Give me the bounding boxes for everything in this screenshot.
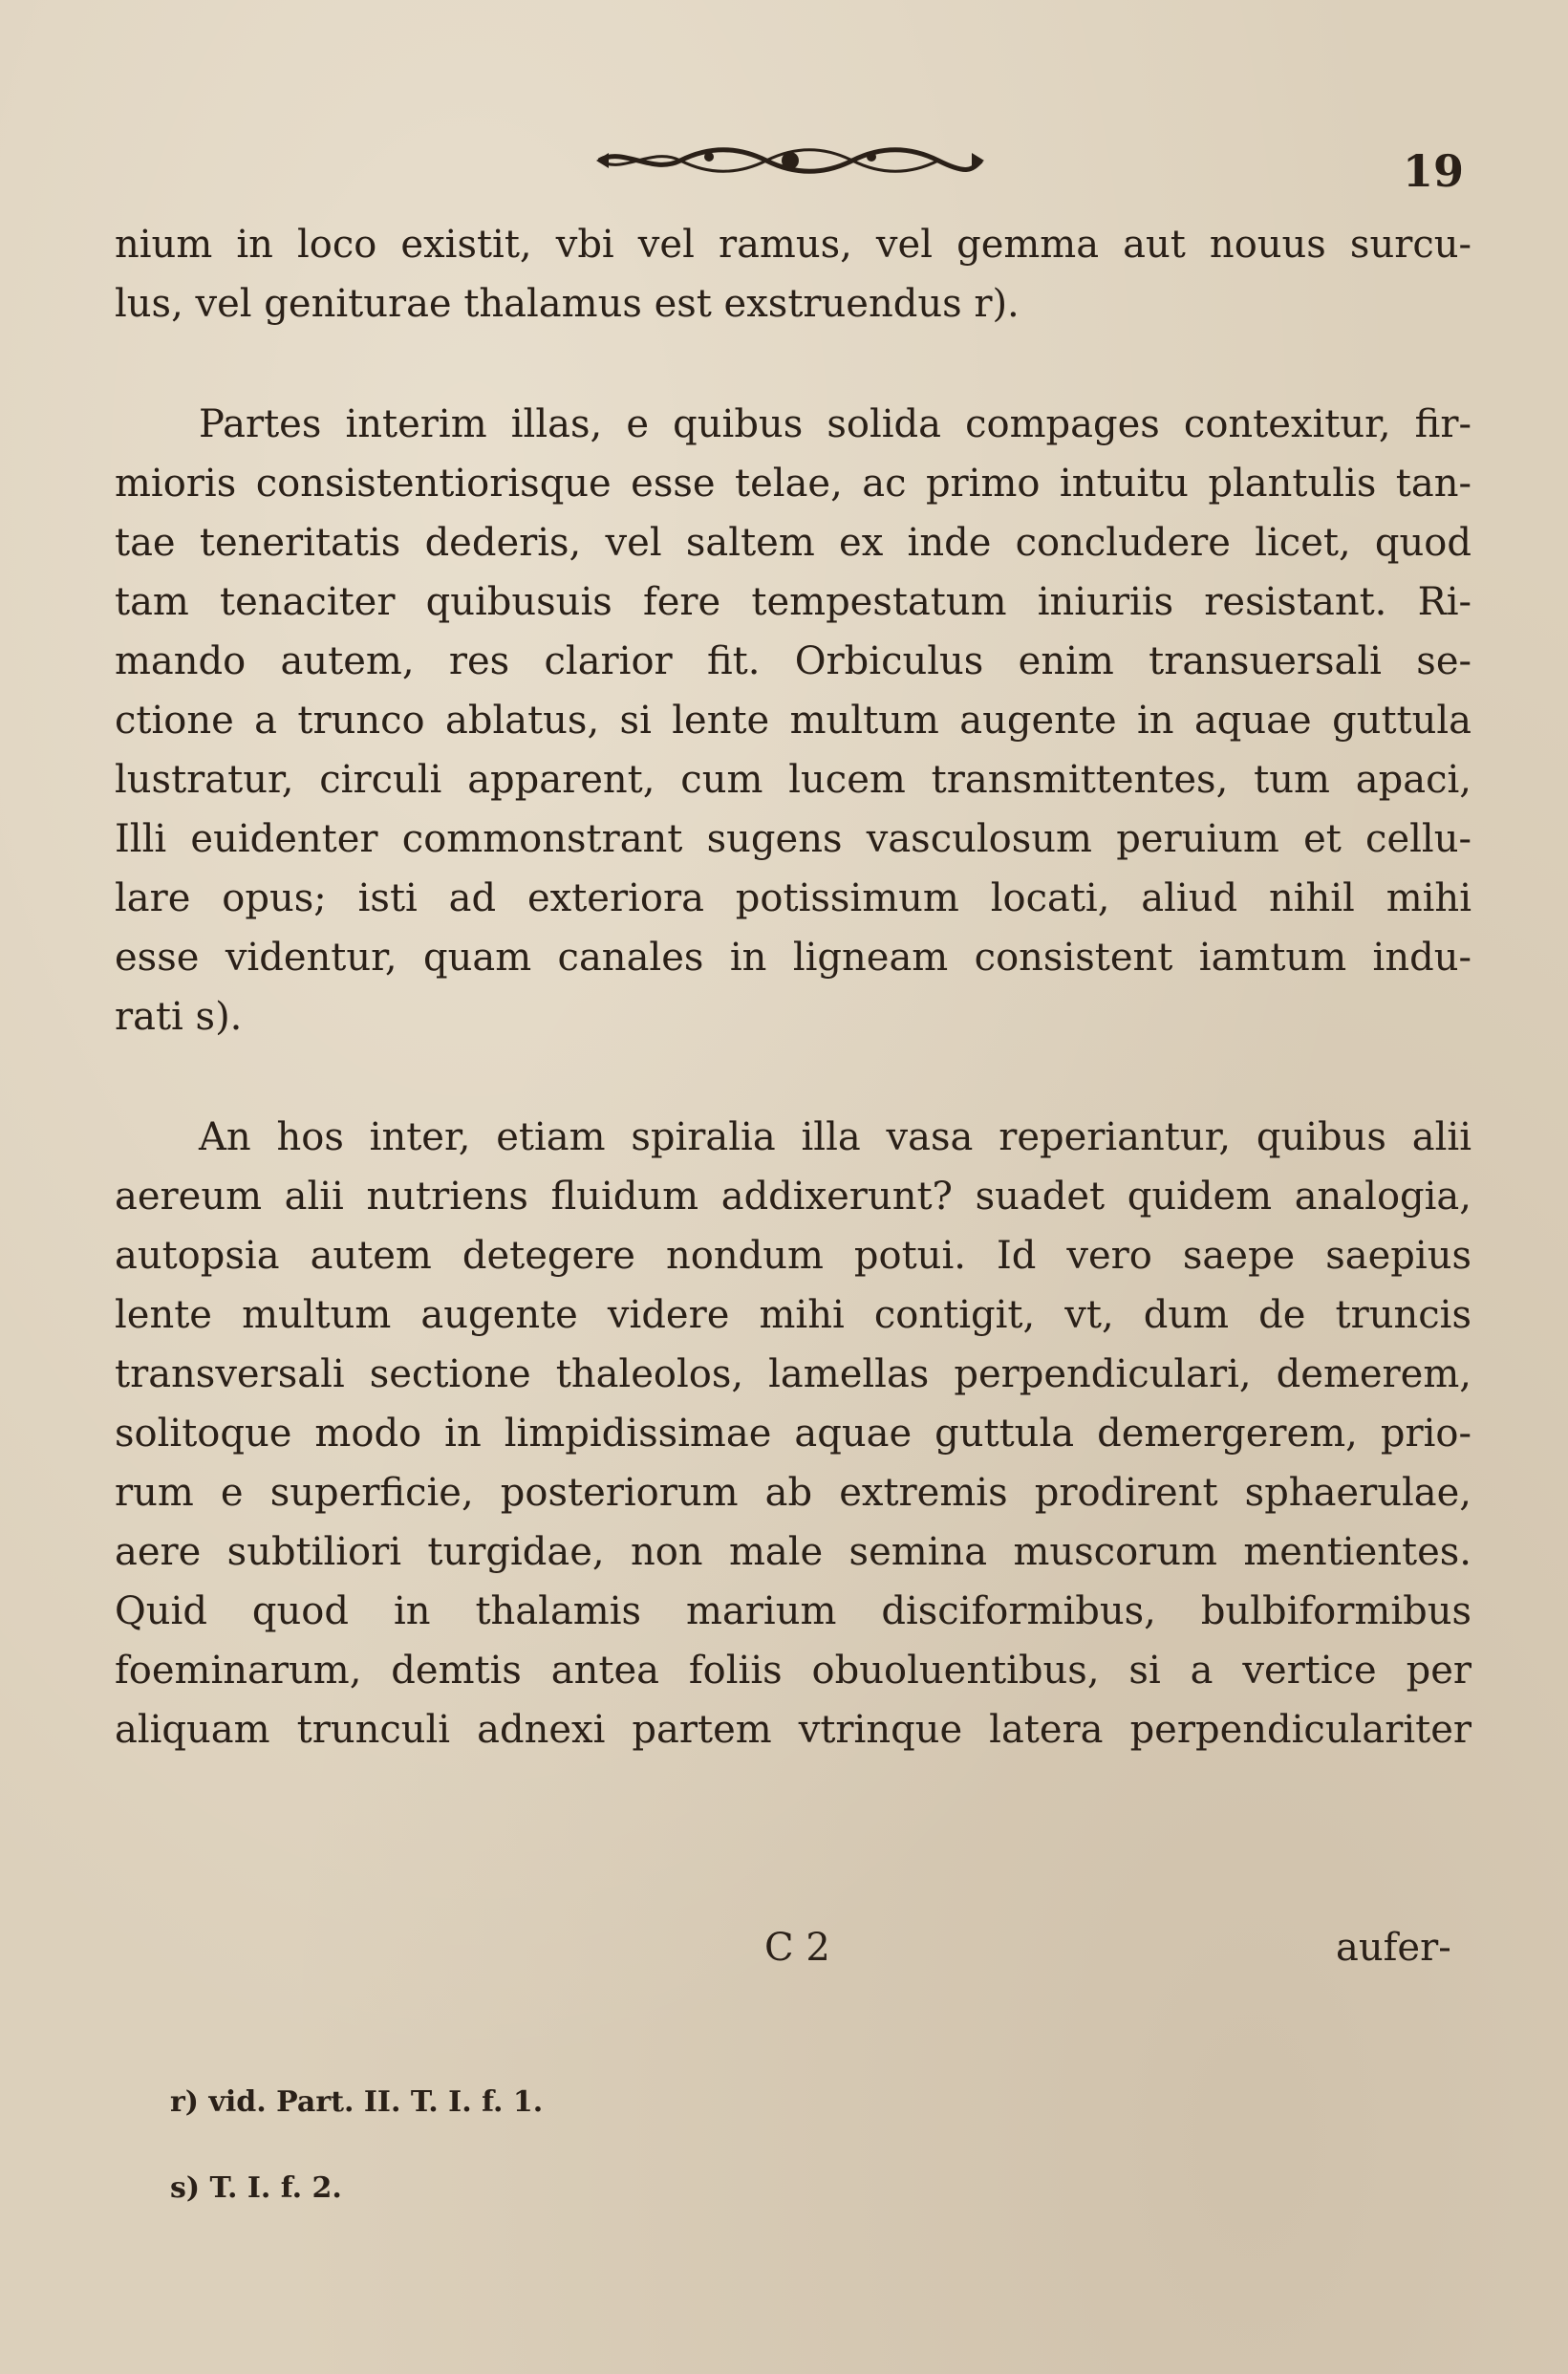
text-line: mando autem, res clarior fit. Orbiculus enim transuersali se- <box>115 639 1471 683</box>
printers-ornament-icon <box>594 141 986 180</box>
paragraph-1 <box>115 215 1471 334</box>
text-line: aliquam trunculi adnexi partem vtrinque latera perpendiculariter <box>115 1708 1471 1752</box>
footnote-s: s) T. I. f. 2. <box>170 2171 342 2205</box>
page-number: 19 <box>1403 145 1465 197</box>
text-line: Partes interim illas, e quibus solida compages contexitur, fir- <box>199 402 1471 446</box>
text-line: nium in loco existit, vbi vel ramus, vel gemma aut nouus surcu- <box>115 223 1471 267</box>
text-line: rati s). <box>115 995 243 1039</box>
page-footer <box>0 1926 1568 1983</box>
text-line: ctione a trunco ablatus, si lente multum augente in aquae guttula <box>115 699 1471 743</box>
text-line: foeminarum, demtis antea foliis obuoluentibus, si a vertice per <box>115 1649 1471 1693</box>
text-line: transversali sectione thaleolos, lamellas perpendiculari, demerem, <box>115 1352 1471 1396</box>
text-line: solitoque modo in limpidissimae aquae guttula demergerem, prio- <box>115 1412 1471 1456</box>
catchword: aufer- <box>1336 1926 1451 1970</box>
paragraph-3 <box>115 1108 1471 1759</box>
text-line: lente multum augente videre mihi contigit, vt, dum de truncis <box>115 1293 1471 1337</box>
text-line: tae teneritatis dederis, vel saltem ex inde concludere licet, quod <box>115 521 1471 565</box>
text-line: lare opus; isti ad exteriora potissimum locati, aliud nihil mihi <box>115 876 1471 920</box>
text-line: An hos inter, etiam spiralia illa vasa reperiantur, quibus alii <box>199 1115 1471 1159</box>
text-line: aere subtiliori turgidae, non male semina muscorum mentientes. <box>115 1530 1471 1574</box>
text-line: Quid quod in thalamis marium disciformibus, bulbiformibus <box>115 1589 1471 1633</box>
main-text <box>115 215 1471 1759</box>
text-line: rum e superficie, posteriorum ab extremis prodirent sphaerulae, <box>115 1471 1471 1515</box>
text-line: tam tenaciter quibusuis fere tempestatum iniuriis resistant. Ri- <box>115 580 1471 624</box>
page-header <box>0 134 1568 201</box>
signature-mark: C 2 <box>764 1926 830 1970</box>
text-line: autopsia autem detegere nondum potui. Id vero saepe saepius <box>115 1234 1471 1278</box>
text-line: Illi euidenter commonstrant sugens vasculosum peruium et cellu- <box>115 817 1471 861</box>
footnote-r: r) vid. Part. II. T. I. f. 1. <box>170 2085 544 2119</box>
text-line: mioris consistentiorisque esse telae, ac primo intuitu plantulis tan- <box>115 462 1471 506</box>
paragraph-2 <box>115 395 1471 1047</box>
text-line: lus, vel geniturae thalamus est exstruendus r). <box>115 282 1020 326</box>
footnotes <box>170 2060 1030 2232</box>
text-line: aereum alii nutriens fluidum addixerunt? suadet quidem analogia, <box>115 1175 1471 1219</box>
text-line: esse videntur, quam canales in ligneam consistent iamtum indu- <box>115 936 1471 980</box>
text-line: lustratur, circuli apparent, cum lucem transmittentes, tum apaci, <box>115 758 1471 802</box>
